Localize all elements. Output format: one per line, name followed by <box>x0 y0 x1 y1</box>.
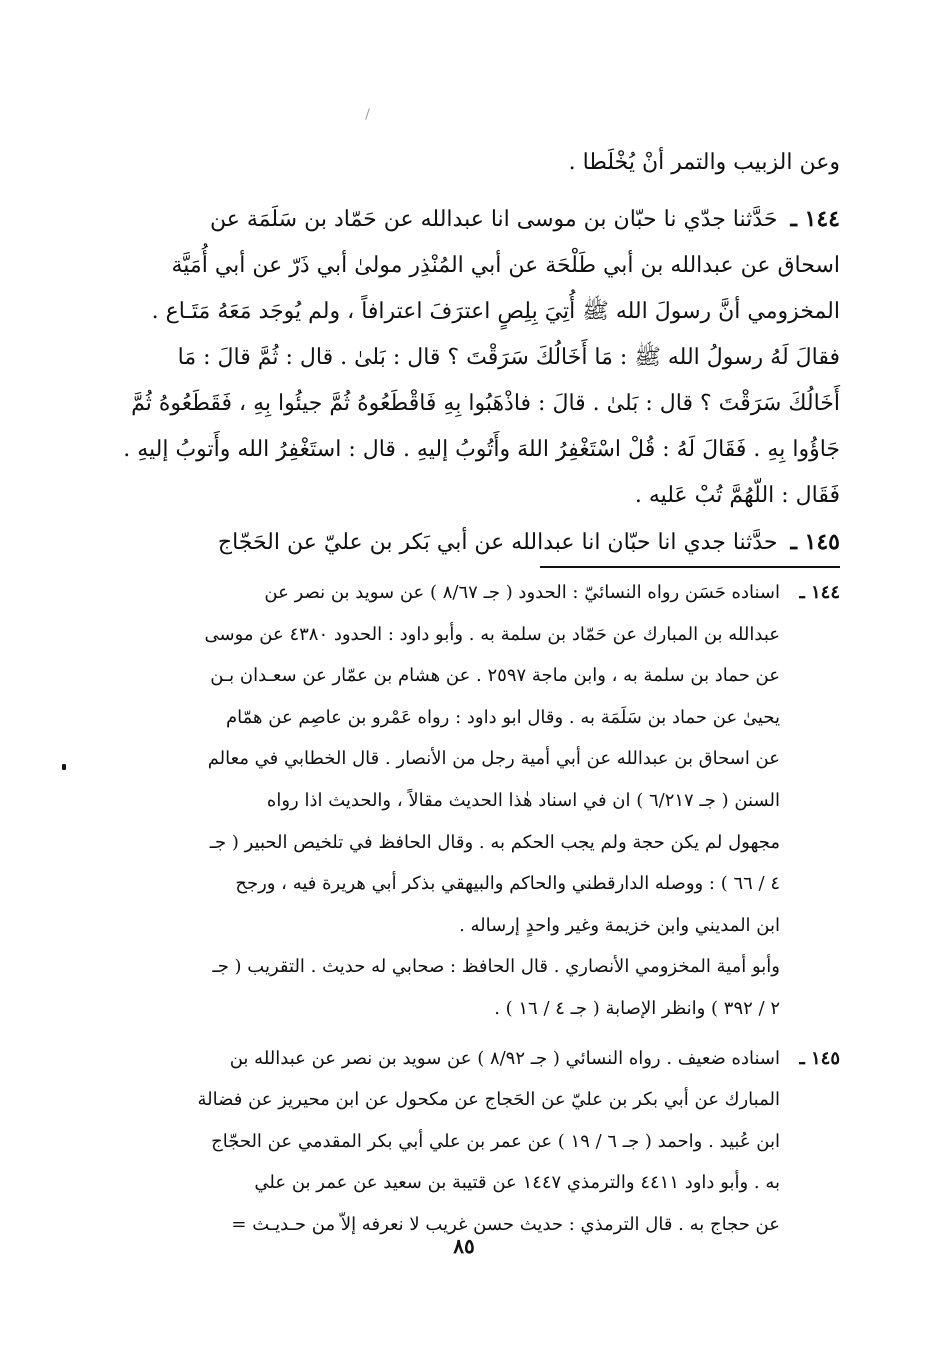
footnote-line: يحيىٰ عن حماد بن سَلَمَة به . وقال ابو داود : رواه عَمْرو بن عاصِم عن همّام <box>226 706 780 728</box>
hadith-144-line: ١٤٤ ـ حَدَّثنا جدّي نا حبّان بن موسى انا عبدالله عن حَمّاد بن سَلَمَة عن <box>210 206 840 232</box>
hadith-144-line: فقالَ لَهُ رسولُ الله ﷺ : مَا أَخَالُكَ سَرَقْتَ ؟ قال : بَلىٰ . قال : ثُمَّ قالَ : مَا <box>177 345 840 370</box>
hadith-145-number: ١٤٥ ـ <box>790 529 840 555</box>
main-text <box>80 140 840 566</box>
footnote-line: ٢ / ٣٩٢ ) وانظر الإصابة ( جـ ٤ / ١٦ ) . <box>494 997 780 1019</box>
page-number: ٨٥ <box>453 1234 475 1258</box>
footnote-145 <box>80 1038 840 1246</box>
footnote-line: السنن ( جـ ٦/٢١٧ ) ان في اسناد هٰذا الحديث مقالاً ، والحديث اذا رواه <box>266 789 780 811</box>
hadith-144-line: اسحاق عن عبدالله بن أبي طَلْحَة عن أبي المُنْذِر مولىٰ أبي ذَرّ عن أبي أُمَيَّة <box>171 253 840 278</box>
footnote-line: به . وأبو داود ٤٤١١ والترمذي ١٤٤٧ عن قتيبة بن سعيد عن عمر بن علي <box>254 1172 780 1194</box>
footnote-line: ابن عُبيد . واحمد ( جـ ٦ / ١٩ ) عن عمر بن علي أبي بكر المقدمي عن الحجّاج <box>211 1130 780 1152</box>
footnote-144-body <box>80 572 780 1030</box>
footnote-line: وأبو أمية المخزومي الأنصاري . قال الحافظ : صحابي له حديث . التقريب ( جـ <box>212 956 780 978</box>
hadith-144-line: المخزومي أنَّ رسولَ الله ﷺ أُتِيَ بِلِصٍ اعترَفَ اعترافاً ، ولم يُوجَد مَعَهُ مَتَـاع . <box>151 299 840 324</box>
footnote-line: المبارك عن أبي بكر بن عليّ عن الحَجاج عن مكحول عن ابن محيريز عن فضالة <box>197 1089 780 1111</box>
footnote-line: اسناده حَسَن رواه النسائيّ : الحدود ( جـ ٨/٦٧ ) عن سويد بن نصر عن <box>264 582 780 603</box>
footnote-145-number: ١٤٥ ـ <box>799 1047 840 1069</box>
footnote-line: مجهول لم يكن حجة ولم يجب الحكم به . وقال الحافظ في تلخيص الحبير ( جـ <box>209 831 780 853</box>
footnote-line: ابن المديني وابن خزيمة وغير واحدٍ إرساله . <box>459 914 780 936</box>
hadith-144-line: فَقَال : اللّهُمَّ تُبْ عَليه . <box>634 483 840 508</box>
footnote-line: اسناده ضعيف . رواه النسائي ( جـ ٨/٩٢ ) عن سويد بن نصر عن عبدالله بن <box>229 1047 780 1069</box>
footnote-line: عن حماد بن سلمة به ، وابن ماجة ٢٥٩٧ . عن هشام بن عمّار عن سعـدان بـن <box>210 665 780 687</box>
footnote-line: عن اسحاق بن عبدالله عن أبي أمية رجل من الأنصار . قال الخطابي في معالم <box>207 748 780 770</box>
margin-mark <box>62 764 66 770</box>
intro-line: وعن الزبيب والتمر أنْ يُخْلَطا . <box>568 150 840 175</box>
hadith-144-number: ١٤٤ ـ <box>790 206 840 232</box>
hadith-145-line: ١٤٥ ـ حدَّثنا جدي انا حبّان انا عبدالله عن أبي بَكر بن عليّ عن الحَجّاج <box>217 529 840 555</box>
footnotes <box>80 572 840 1246</box>
footnote-line: عن حجاج به . قال الترمذي : حديث حسن غريب لا نعرفه إلاّ من حـديـث = <box>231 1213 780 1235</box>
scan-speck <box>365 108 370 120</box>
footnote-144 <box>80 572 840 1030</box>
hadith-144-line: أَخَالُكَ سَرَقْتَ ؟ قال : بَلىٰ . قالَ : فاذْهَبُوا بِهِ فَاقْطَعُوهُ ثُمَّ جيئُوا بِهِ ، فَقَطَعُوهُ ثُمَّ <box>131 391 840 416</box>
hadith-144-line: جَاؤُوا بِهِ . فَقَالَ لَهُ : قُلْ اسْتَغْفِرُ اللهَ وأَتُوبُ إليهِ . قال : استَغْفِرُ الله وأَتوبُ إليهِ . <box>123 437 840 462</box>
footnote-144-number: ١٤٤ ـ <box>799 582 840 603</box>
footnote-145-body <box>80 1038 780 1246</box>
footnote-divider <box>540 566 840 568</box>
footnote-line: عبدالله بن المبارك عن حَمّاد بن سلمة به . وأبو داود : الحدود ٤٣٨٠ عن موسى <box>204 623 780 645</box>
footnote-line: ٤ / ٦٦ ) : ووصله الدارقطني والحاكم والبيهقي بذكر أبي هريرة فيه ، ورجح <box>235 873 780 895</box>
